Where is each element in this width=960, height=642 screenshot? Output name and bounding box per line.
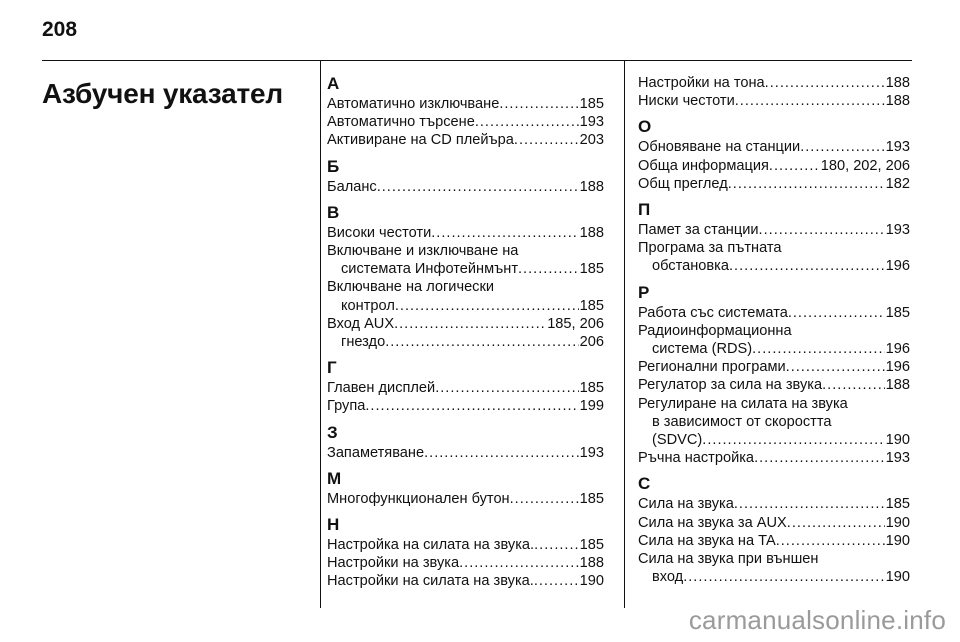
entry-pages: 190	[885, 532, 910, 549]
index-entry-continuation	[638, 413, 910, 431]
entry-label: (SDVC)	[652, 432, 703, 449]
entry-label: Включване и изключване на	[327, 243, 519, 260]
index-entry	[638, 304, 910, 322]
entry-pages: 188	[885, 75, 910, 91]
leader-dots	[518, 260, 579, 278]
leader-dots	[683, 568, 884, 586]
entry-pages: 188	[885, 377, 910, 394]
leader-dots	[787, 514, 885, 532]
index-entry	[638, 74, 910, 92]
index-entry	[638, 92, 910, 110]
entry-label: Сила на звука	[638, 496, 734, 513]
index-section	[327, 358, 604, 415]
index-entry	[327, 536, 604, 554]
index-section	[327, 157, 604, 196]
index-section	[327, 203, 604, 351]
index-entry	[327, 242, 604, 260]
entry-label: вход	[652, 569, 684, 586]
entry-label: Работа със системата	[638, 304, 788, 321]
entry-pages: 190	[885, 432, 910, 449]
entry-label: Баланс	[327, 178, 377, 195]
section-letter: Б	[327, 156, 340, 176]
entry-pages: 185	[579, 537, 604, 554]
leader-dots	[728, 175, 885, 193]
entry-label: контрол	[341, 297, 395, 314]
section-letter: Н	[327, 515, 340, 535]
header-rule	[42, 60, 912, 61]
leader-dots	[734, 495, 885, 513]
index-entry	[638, 514, 910, 532]
leader-dots	[702, 431, 884, 449]
entry-pages: 182	[885, 175, 910, 192]
entry-pages: 180, 202, 206	[820, 157, 910, 174]
index-title: Азбучен указател	[42, 78, 283, 109]
entry-pages: 190	[885, 569, 910, 586]
entry-pages: 185	[579, 96, 604, 112]
index-entry	[638, 157, 910, 175]
leader-dots	[729, 257, 885, 275]
section-letter: А	[327, 74, 340, 93]
entry-label: Активиране на CD плейъра	[327, 132, 514, 149]
column-divider	[624, 60, 625, 608]
column-divider	[320, 60, 321, 608]
entry-pages: 196	[885, 359, 910, 376]
index-section	[327, 469, 604, 508]
entry-pages: 185	[885, 496, 910, 513]
index-entry	[638, 221, 910, 239]
leader-dots	[424, 444, 579, 462]
index-section	[638, 200, 910, 276]
watermark: carmanualsonline.info	[688, 605, 946, 635]
index-entry	[327, 444, 604, 462]
entry-pages: 185, 206	[547, 315, 604, 332]
leader-dots	[385, 333, 578, 351]
entry-label: Сила на звука за AUX	[638, 514, 787, 531]
index-section	[327, 74, 604, 150]
index-entry	[638, 532, 910, 550]
entry-label-continuation: в зависимост от скоростта	[652, 413, 832, 430]
entry-label: Радиоинформационна	[638, 322, 792, 339]
index-section	[638, 474, 910, 586]
section-letter: Г	[327, 358, 337, 378]
index-column-2	[638, 74, 910, 593]
entry-pages: 196	[885, 258, 910, 275]
leader-dots	[377, 178, 579, 196]
leader-dots	[475, 113, 579, 131]
entry-pages: 206	[579, 334, 604, 351]
entry-pages: 203	[579, 132, 604, 149]
index-entry	[638, 358, 910, 376]
leader-dots	[788, 304, 885, 322]
index-entry	[638, 175, 910, 193]
leader-dots	[394, 315, 546, 333]
index-entry	[638, 449, 910, 467]
leader-dots	[431, 224, 578, 242]
entry-pages: 188	[579, 178, 604, 195]
section-letter: О	[638, 117, 652, 137]
entry-label: обстановка	[652, 258, 729, 275]
section-letter: Р	[638, 282, 650, 302]
entry-label: Многофункционален бутон	[327, 490, 510, 507]
index-entry	[327, 397, 604, 415]
entry-label: Високи честоти	[327, 224, 432, 241]
entry-label: Група	[327, 398, 366, 415]
leader-dots	[499, 95, 578, 113]
index-entry	[327, 95, 604, 113]
leader-dots	[735, 92, 885, 110]
entry-pages: 185	[579, 490, 604, 507]
leader-dots	[435, 379, 578, 397]
entry-pages: 190	[579, 573, 604, 590]
leader-dots	[459, 554, 579, 572]
section-letter: М	[327, 468, 342, 488]
section-letter: С	[638, 474, 651, 494]
entry-pages: 188	[579, 224, 604, 241]
entry-label: Настройки на тона	[638, 75, 765, 91]
entry-label: Автоматично изключване	[327, 96, 500, 112]
entry-label: Регулиране на силата на звука	[638, 395, 848, 412]
leader-dots	[759, 221, 885, 239]
leader-dots	[769, 157, 820, 175]
entry-pages: 190	[885, 514, 910, 531]
entry-label: Обновяване на станции	[638, 139, 801, 156]
entry-label: Общ преглед	[638, 175, 728, 192]
entry-pages: 188	[885, 93, 910, 110]
entry-pages: 193	[579, 444, 604, 461]
index-section	[638, 74, 910, 110]
entry-label: Автоматично търсене	[327, 114, 475, 131]
index-entry	[327, 297, 604, 315]
entry-label: Сила на звука на TA	[638, 532, 776, 549]
index-entry	[327, 113, 604, 131]
entry-label: Запаметяване	[327, 444, 425, 461]
entry-label: гнездо	[341, 334, 386, 351]
entry-label: системата Инфотейнмънт	[341, 261, 518, 278]
index-entry	[638, 495, 910, 513]
entry-pages: 188	[579, 555, 604, 572]
entry-label: Регулатор за сила на звука	[638, 377, 823, 394]
index-entry	[638, 322, 910, 340]
index-entry	[327, 554, 604, 572]
leader-dots	[534, 536, 579, 554]
section-letter: П	[638, 200, 651, 220]
index-section	[638, 283, 910, 468]
leader-dots	[395, 297, 579, 315]
leader-dots	[534, 572, 579, 590]
leader-dots	[510, 490, 579, 508]
entry-label: Вход AUX	[327, 315, 395, 332]
index-section	[327, 423, 604, 462]
index-entry	[327, 224, 604, 242]
index-entry	[638, 138, 910, 156]
entry-label: Памет за станции	[638, 222, 759, 239]
index-entry	[327, 490, 604, 508]
leader-dots	[365, 397, 578, 415]
page-number: 208	[42, 18, 78, 41]
leader-dots	[776, 532, 885, 550]
leader-dots	[754, 449, 885, 467]
index-column-1	[327, 74, 604, 598]
entry-label: Включване на логически	[327, 279, 495, 296]
leader-dots	[822, 376, 885, 394]
index-entry	[327, 315, 604, 333]
entry-pages: 193	[579, 114, 604, 131]
index-entry	[327, 572, 604, 590]
entry-label: Ръчна настройка	[638, 450, 755, 467]
entry-pages: 185	[885, 304, 910, 321]
index-entry	[327, 379, 604, 397]
index-entry	[638, 257, 910, 275]
entry-label: Регионални програми	[638, 359, 786, 376]
entry-label: Ниски честоти	[638, 93, 735, 110]
index-entry	[638, 550, 910, 568]
index-entry	[327, 333, 604, 351]
index-entry	[638, 431, 910, 449]
entry-label: Програма за пътната	[638, 240, 782, 257]
index-section	[638, 117, 910, 193]
entry-label: Настройки на силата на звука.	[327, 573, 534, 590]
entry-pages: 196	[885, 341, 910, 358]
leader-dots	[800, 138, 884, 156]
index-entry	[327, 131, 604, 149]
entry-pages: 185	[579, 380, 604, 397]
leader-dots	[752, 340, 885, 358]
entry-pages: 199	[579, 398, 604, 415]
entry-label: Настройка на силата на звука.	[327, 537, 535, 554]
index-entry	[638, 340, 910, 358]
entry-pages: 193	[885, 450, 910, 467]
index-entry	[638, 395, 910, 413]
leader-dots	[786, 358, 885, 376]
section-letter: В	[327, 202, 340, 222]
entry-pages: 185	[579, 297, 604, 314]
section-letter: З	[327, 422, 338, 442]
index-entry	[327, 260, 604, 278]
entry-pages: 193	[885, 139, 910, 156]
entry-label: Обща информация	[638, 157, 769, 174]
entry-label: Сила на звука при външен	[638, 551, 819, 568]
entry-pages: 185	[579, 261, 604, 278]
entry-label: система (RDS)	[652, 341, 753, 358]
index-entry	[638, 376, 910, 394]
index-section	[327, 515, 604, 591]
index-entry	[327, 178, 604, 196]
entry-pages: 193	[885, 222, 910, 239]
index-entry	[638, 239, 910, 257]
entry-label: Настройки на звука	[327, 555, 460, 572]
index-entry	[327, 278, 604, 296]
index-entry	[638, 568, 910, 586]
entry-label: Главен дисплей	[327, 380, 436, 397]
leader-dots	[514, 131, 579, 149]
leader-dots	[765, 74, 885, 92]
